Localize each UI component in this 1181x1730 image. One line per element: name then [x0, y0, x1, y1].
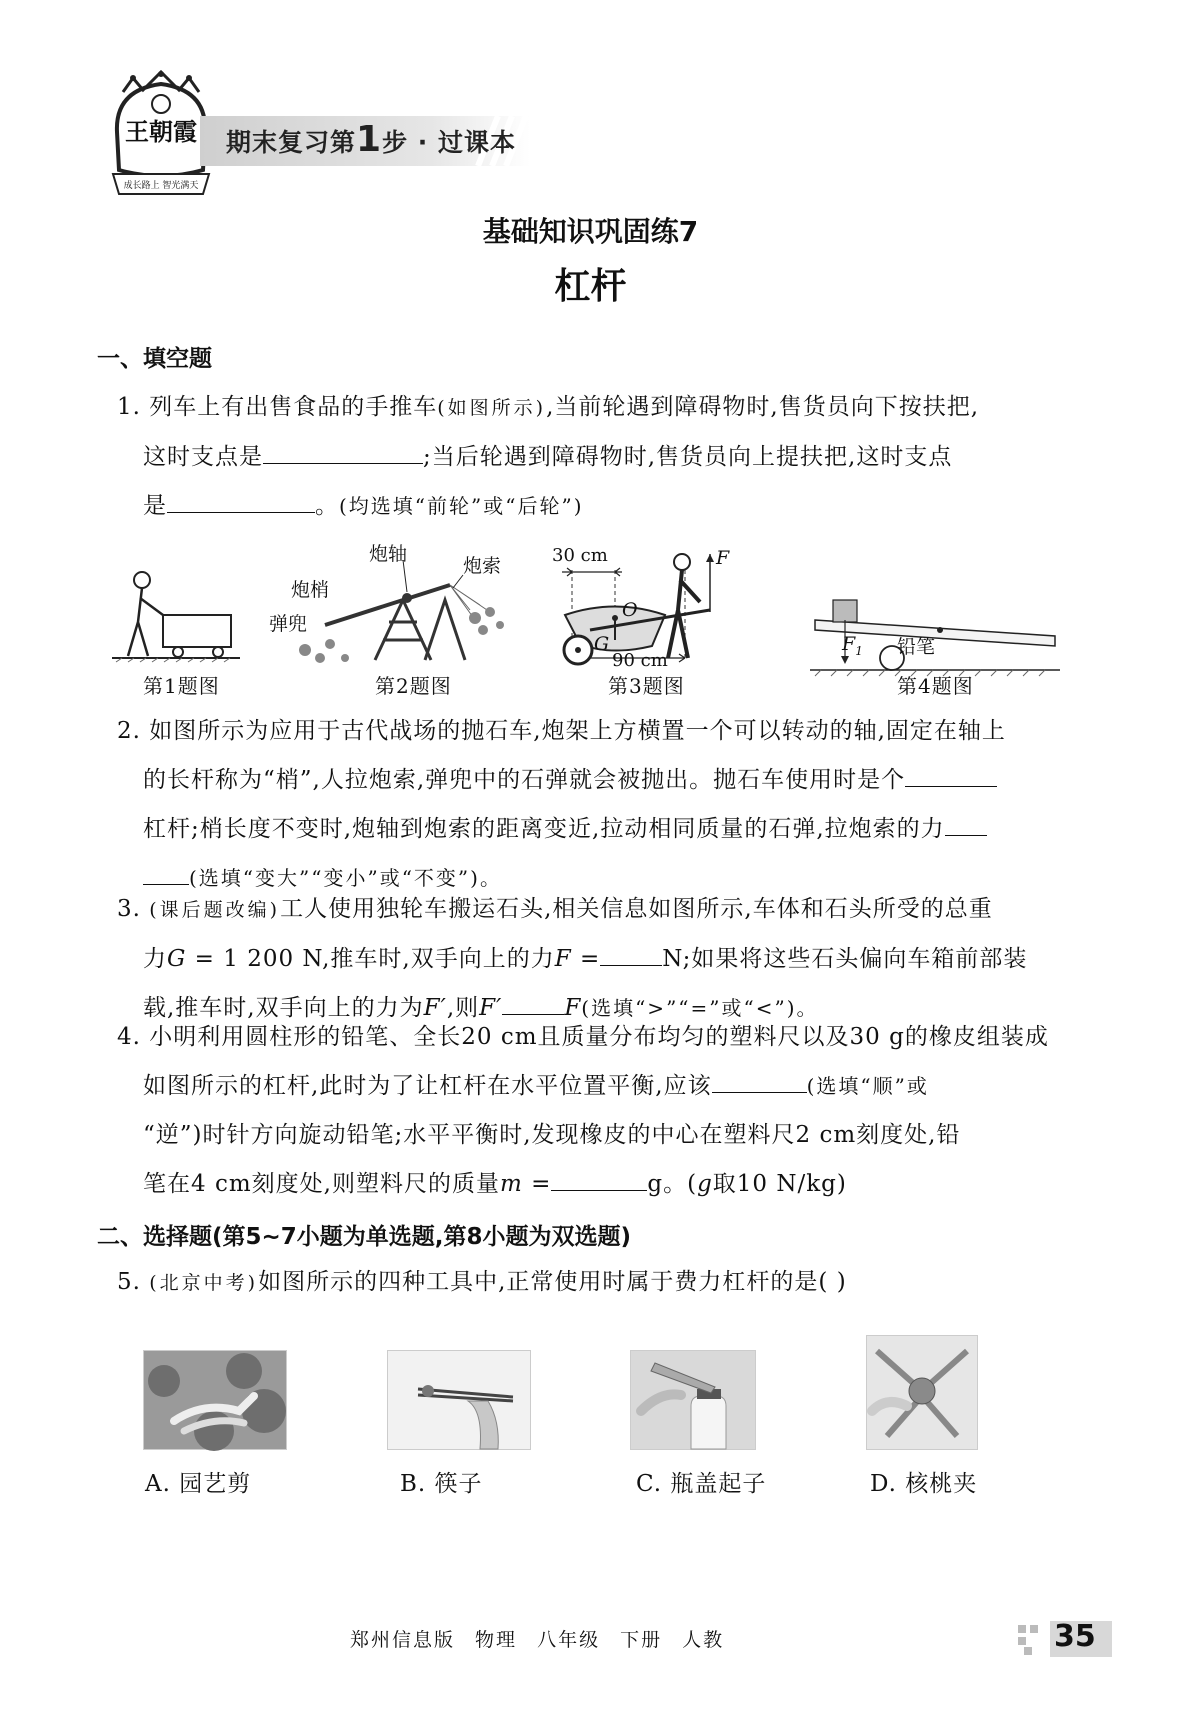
option-d-nutcracker-image — [866, 1335, 978, 1450]
q3-line2-c: = — [571, 946, 601, 972]
q3-var-F1: F′ — [423, 995, 447, 1021]
question-1 — [117, 383, 1072, 531]
option-c-label[interactable]: C. 瓶盖起子 — [636, 1471, 767, 1497]
q1-line2-end: ;当后轮遇到障碍物时,售货员向上提扶把,这时支点 — [423, 444, 953, 470]
q3-source: (课后题改编) — [149, 899, 281, 921]
page-number: 35 — [1054, 1619, 1096, 1654]
series-num: 1 — [356, 119, 383, 160]
q1-line1: 列车上有出售食品的手推车 — [149, 394, 438, 420]
option-a-garden-shears-image — [143, 1350, 287, 1450]
section-fill-heading: 一、填空题 — [97, 346, 212, 372]
q3-var-F: F — [554, 946, 572, 972]
figure-1-caption: 第1题图 — [143, 674, 220, 698]
q1-number: 1. — [117, 394, 141, 420]
footer-edition: 郑州信息版 物理 八年级 下册 人教 — [350, 1629, 725, 1651]
q1-line3-start: 是 — [143, 493, 167, 519]
fig3-label-F: F — [716, 547, 730, 569]
q3-line2-b: = 1 200 N,推车时,双手向上的力 — [186, 946, 555, 972]
series-label — [226, 119, 516, 160]
q1-line3-period: 。 — [315, 493, 339, 519]
q4-line1: 小明利用圆柱形的铅笔、全长20 cm且质量分布均匀的塑料尺以及30 g的橡皮组装成 — [149, 1024, 1049, 1050]
option-b-chopsticks-image — [387, 1350, 531, 1450]
series-prefix: 期末复习第 — [226, 128, 357, 157]
q3-line1: 工人使用独轮车搬运石头,相关信息如图所示,车体和石头所受的总重 — [280, 896, 993, 922]
figure-3-wheelbarrow — [552, 540, 735, 671]
q4-var-m: m — [499, 1171, 523, 1197]
q2-number: 2. — [117, 718, 141, 744]
fig3-label-top: 30 cm — [552, 545, 608, 566]
q3-line3-b: ,则 — [446, 995, 480, 1021]
question-5 — [117, 1258, 1072, 1308]
q4-var-g: g — [697, 1171, 713, 1197]
fig2-label-arm: 炮梢 — [291, 579, 330, 601]
q4-line2-a: 如图所示的杠杆,此时为了让杠杆在水平位置平衡,应该 — [143, 1073, 712, 1099]
q2-line2: 的长杆称为“梢”,人拉炮索,弹兜中的石弹就会被抛出。抛石车使用时是个 — [143, 767, 906, 793]
q3-line3-a: 载,推车时,双手向上的力为 — [143, 995, 424, 1021]
question-2 — [117, 707, 1072, 903]
q5-source: (北京中考) — [149, 1272, 259, 1294]
q3-line2-d: N;如果将这些石头偏向车箱前部装 — [662, 946, 1028, 972]
q3-line2-a: 力 — [143, 946, 167, 972]
page-number-dots — [1018, 1621, 1046, 1657]
figure-2-caption: 第2题图 — [375, 674, 452, 698]
q4-line3: “逆”)时针方向旋动铅笔;水平平衡时,发现橡皮的中心在塑料尺2 cm刻度处,铅 — [143, 1122, 961, 1148]
fig2-label-pocket: 弹兜 — [269, 613, 308, 635]
q1-blank-2[interactable] — [167, 511, 315, 513]
q3-var-F2: F′ — [479, 995, 503, 1021]
fig3-label-bottom: 90 cm — [612, 650, 668, 671]
q2-line4: (选填“变大”“变小”或“不变”)。 — [189, 866, 502, 890]
q2-blank-2a[interactable] — [945, 834, 987, 836]
q4-blank-2[interactable] — [551, 1189, 647, 1191]
q4-line4-b: = — [522, 1171, 552, 1197]
option-d-label[interactable]: D. 核桃夹 — [870, 1471, 978, 1497]
fig4-label-F: F — [842, 633, 856, 655]
figure-2-trebuchet — [269, 540, 525, 670]
figure-1-cart — [108, 560, 248, 665]
option-a-label[interactable]: A. 园艺剪 — [145, 1471, 252, 1497]
q1-blank-1[interactable] — [263, 462, 423, 464]
q4-number: 4. — [117, 1024, 141, 1050]
q4-line4-d: 取10 N/kg) — [712, 1171, 847, 1197]
logo-name: 王朝霞 — [125, 117, 197, 146]
series-suffix: 步 · 过课本 — [382, 128, 516, 157]
fig4-label-F-sub: 1 — [855, 643, 863, 658]
option-c-bottle-opener-image — [630, 1350, 756, 1450]
q3-var-F3: F — [564, 995, 582, 1021]
fig3-label-G: G — [594, 633, 610, 655]
q3-var-G: G — [167, 946, 187, 972]
q3-blank-1[interactable] — [600, 964, 662, 966]
question-4 — [117, 1013, 1072, 1209]
question-3 — [117, 885, 1072, 1033]
q4-line4-a: 笔在4 cm刻度处,则塑料尺的质量 — [143, 1171, 500, 1197]
q2-line1: 如图所示为应用于古代战场的抛石车,炮架上方横置一个可以转动的轴,固定在轴上 — [149, 718, 1006, 744]
logo-motto: 成长路上 智光满天 — [123, 181, 199, 191]
figure-3-caption: 第3题图 — [608, 674, 685, 698]
q1-line2-start: 这时支点是 — [143, 444, 263, 470]
q3-line3-c: (选填“>”“=”或“<”)。 — [581, 996, 819, 1020]
q1-line1-note: (如图所示) — [437, 397, 547, 419]
q5-text: 如图所示的四种工具中,正常使用时属于费力杠杆的是( ) — [258, 1269, 847, 1295]
q2-blank-1[interactable] — [905, 785, 997, 787]
fig4-force-label — [842, 633, 863, 658]
fig2-label-rope: 炮索 — [463, 555, 502, 577]
section-choice-heading: 二、选择题(第5~7小题为单选题,第8小题为双选题) — [97, 1224, 632, 1250]
figure-4-caption: 第4题图 — [897, 674, 974, 698]
page-title: 基础知识巩固练7 — [482, 215, 699, 248]
fig4-label-pencil: 铅笔 — [897, 636, 936, 658]
q5-number: 5. — [117, 1269, 141, 1295]
page-subtitle: 杠杆 — [554, 266, 627, 307]
fig3-label-O: O — [622, 599, 638, 621]
q1-line1-end: ,当前轮遇到障碍物时,售货员向下按扶把, — [546, 394, 980, 420]
q4-blank-1[interactable] — [712, 1091, 807, 1093]
q2-line3: 杠杆;梢长度不变时,炮轴到炮索的距离变近,拉动相同质量的石弹,拉炮索的力 — [143, 816, 945, 842]
q4-line4-c: g。( — [647, 1171, 698, 1197]
q3-number: 3. — [117, 896, 141, 922]
q1-hint: (均选填“前轮”或“后轮”) — [339, 494, 584, 518]
q4-line2-b: (选填“顺”或 — [806, 1074, 929, 1098]
option-b-label[interactable]: B. 筷子 — [400, 1471, 483, 1497]
fig2-label-shaft: 炮轴 — [369, 543, 408, 565]
